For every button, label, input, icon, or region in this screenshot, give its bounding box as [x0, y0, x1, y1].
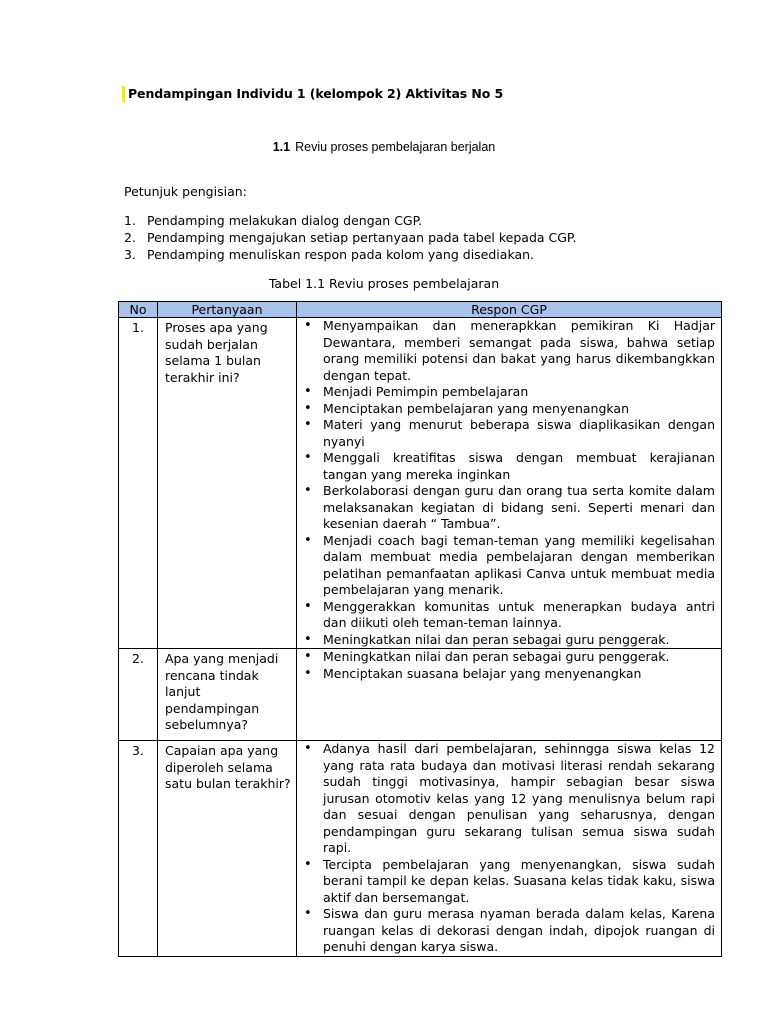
response-item: • Menciptakan pembelajaran yang menyenangkan: [301, 401, 715, 418]
response-item: • Adanya hasil dari pembelajaran, sehinngga siswa kelas 12 yang rata rata budaya dan motivasi literasi rendah sekarang sudah tinggi motivasinya, hampir sebagian besar siswa jurusan otomotiv kelas yang 12 yang menulisnya belum rapi dan sesuai dengan penulisan yang seharusnya, dengan pendampingan guru sekarang tulisan semua siswa sudah rapi.: [301, 741, 715, 857]
table-header-row: [119, 302, 722, 318]
header-response: Respon CGP: [297, 302, 722, 318]
instruction-item: [124, 246, 577, 263]
row-number: 3.: [119, 741, 158, 957]
response-item: • Materi yang menurut beberapa siswa diaplikasikan dengan nyanyi: [301, 417, 715, 450]
response-item: • Menciptakan suasana belajar yang menyenangkan: [301, 666, 715, 683]
response-list: [301, 649, 715, 682]
response-list: [301, 741, 715, 956]
instruction-text: Pendamping melakukan dialog dengan CGP.: [147, 213, 423, 228]
instruction-item: [124, 229, 577, 246]
response-item: • Berkolaborasi dengan guru dan orang tua serta komite dalam melaksanakan kegiatan di bidang seni. Seperti menari dan kesenian daerah “ Tambua”.: [301, 483, 715, 533]
response-item: • Menyampaikan dan menerapkkan pemikiran Ki Hadjar Dewantara, memberi semangat pada siswa, bahwa setiap orang memiliki potensi dan bakat yang harus dikembangkkan dengan tepat.: [301, 318, 715, 384]
response-item: • Meningkatkan nilai dan peran sebagai guru penggerak.: [301, 632, 715, 649]
row-question: Proses apa yang sudah berjalan selama 1 bulan terakhir ini?: [158, 318, 297, 649]
instruction-number: 1.: [124, 213, 136, 228]
response-list: [301, 318, 715, 648]
header-question: Pertanyaan: [158, 302, 297, 318]
section-title-text: Reviu proses pembelajaran berjalan: [295, 140, 496, 154]
row-number: 1.: [119, 318, 158, 649]
table-caption: Tabel 1.1 Reviu proses pembelajaran: [268, 276, 500, 291]
row-responses: [297, 741, 722, 957]
response-item: • Siswa dan guru merasa nyaman berada dalam kelas, Karena ruangan kelas di dekorasi dengan indah, dipojok ruangan di penuhi dengan karya siswa.: [301, 906, 715, 956]
instruction-number: 3.: [124, 247, 136, 262]
response-item: • Menjadi Pemimpin pembelajaran: [301, 384, 715, 401]
document-heading: Pendampingan Individu 1 (kelompok 2) Aktivitas No 5: [122, 86, 503, 102]
response-item: • Menggali kreatifitas siswa dengan membuat kerajianan tangan yang mereka inginkan: [301, 450, 715, 483]
section-number: 1.1: [272, 140, 291, 154]
response-item: • Tercipta pembelajaran yang menyenangkan, siswa sudah berani tampil ke depan kelas. Suasana kelas tidak kaku, siswa aktif dan bersemangat.: [301, 857, 715, 907]
table-row: [119, 318, 722, 649]
section-title: [0, 140, 768, 154]
instruction-text: Pendamping mengajukan setiap pertanyaan pada tabel kepada CGP.: [147, 230, 577, 245]
review-table: [118, 301, 722, 957]
table-row: [119, 649, 722, 741]
row-responses: [297, 318, 722, 649]
row-responses: [297, 649, 722, 741]
response-item: • Menjadi coach bagi teman-teman yang memiliki kegelisahan dalam membuat media pembelajaran dengan memberikan pelatihan pemanfaatan aplikasi Canva untuk membuat media pembelajaran yang menarik.: [301, 533, 715, 599]
instruction-item: [124, 212, 577, 229]
header-no: No: [119, 302, 158, 318]
response-item: • Menggerakkan komunitas untuk menerapkan budaya antri dan diikuti oleh teman-teman lainnya.: [301, 599, 715, 632]
table-row: [119, 741, 722, 957]
instructions-list: [124, 212, 577, 263]
instructions-title: Petunjuk pengisian:: [124, 184, 247, 199]
row-number: 2.: [119, 649, 158, 741]
row-question: Apa yang menjadi rencana tindak lanjut pendampingan sebelumnya?: [158, 649, 297, 741]
instruction-text: Pendamping menuliskan respon pada kolom yang disediakan.: [147, 247, 535, 262]
instruction-number: 2.: [124, 230, 136, 245]
response-item: • Meningkatkan nilai dan peran sebagai guru penggerak.: [301, 649, 715, 666]
row-question: Capaian apa yang diperoleh selama satu bulan terakhir?: [158, 741, 297, 957]
